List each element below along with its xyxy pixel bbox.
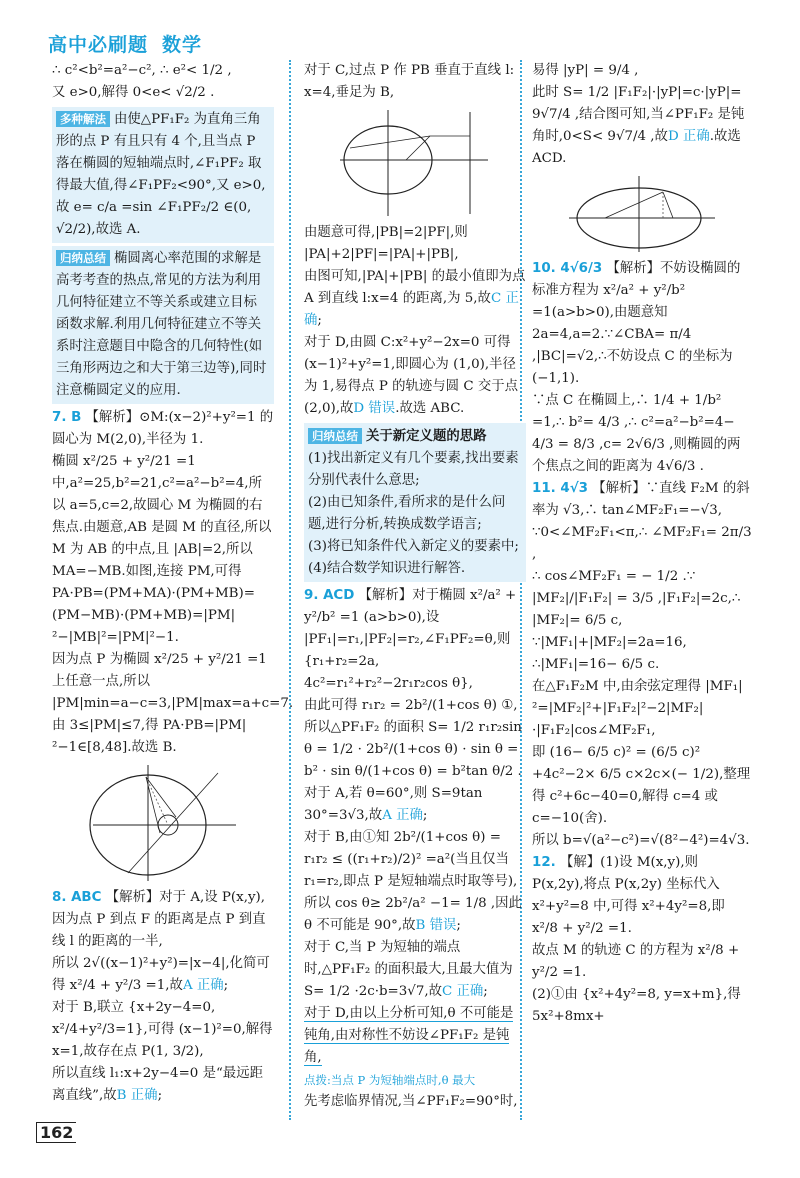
summary-item: (3)将已知条件代入新定义的要素中; bbox=[308, 539, 519, 554]
summary-title: 关于新定义题的思路 bbox=[366, 428, 487, 444]
correct-mark: D 正确 bbox=[667, 129, 710, 144]
solution-text: ∵|MF₁|+|MF₂|=2a=16, bbox=[532, 635, 687, 650]
solution-text: 所以 cos θ≥ 2b²/a² −1= 1/8 ,因此 θ 不可能是 90°,故 bbox=[304, 896, 522, 933]
question-number: 12. bbox=[532, 855, 556, 870]
solution-text: ; bbox=[317, 313, 322, 328]
summary-box bbox=[304, 423, 526, 582]
book-title: 高中必刷题 bbox=[48, 34, 149, 56]
solution-text: 椭圆 x²/25 + y²/21 =1 中,a²=25,b²=21,c²=a²−b²=4,所以 a=5,c=2,故圆心 M 为椭圆的右焦点.由题意,AB 是圆 M 的直径,所以 M 为 AB 的中点,且 |AB|=2,所以 MA=−MB.如图,连接 PM,可得 PA·PB=(PM+MA)·(PM+MB)=(PM−MB)·(PM+MB)=|PM|²−|MB|²=|PM|²−1. bbox=[52, 454, 272, 645]
solution-text: ∵0<∠MF₂F₁<π,∴ ∠MF₂F₁= 2π/3 , bbox=[532, 525, 752, 562]
solution-text: 故点 M 的轨迹 C 的方程为 x²/8 + y²/2 =1. bbox=[532, 943, 740, 980]
correct-mark: C 正确 bbox=[442, 984, 484, 999]
question-number: 10. 4√6/3 bbox=[532, 261, 603, 276]
solution-text: 【解析】⊙M:(x−2)²+y²=1 的圆心为 M(2,0),半径为 1. bbox=[52, 410, 274, 447]
solution-text: .故选 ABC. bbox=[395, 401, 465, 416]
wrong-mark: B 错误 bbox=[415, 918, 457, 933]
text-line: 又 e>0,解得 0<e< √2/2 . bbox=[52, 85, 215, 100]
solution-text: 对于 C,过点 P 作 PB 垂直于直线 l: x=4,垂足为 B, bbox=[304, 63, 515, 100]
summary-tag: 归纳总结 bbox=[308, 428, 362, 444]
solution-text: 易得 |yP| = 9/4 , bbox=[532, 63, 639, 78]
tip-note: 点拨:当点 P 为短轴端点时,θ 最大 bbox=[304, 1073, 476, 1087]
correct-mark: B 正确 bbox=[116, 1088, 158, 1103]
column-divider-1 bbox=[289, 60, 291, 1120]
solution-text: ; bbox=[157, 1088, 163, 1103]
ellipse-line-figure bbox=[340, 108, 490, 218]
correct-mark: C 正确 bbox=[304, 291, 519, 328]
method-tag: 多种解法 bbox=[56, 111, 110, 127]
solution-text: 对于 C,当 P 为短轴的端点时,△PF₁F₂ 的面积最大,且最大值为 S= 1/2 ·2c·b=3√7,故 bbox=[304, 940, 513, 999]
solution-text: 【解】(1)设 M(x,y),则 P(x,2y),将点 P(x,2y) 坐标代入 x²+y²=8 中,可得 x²+4y²=8,即 x²/8 + y²/2 =1. bbox=[532, 855, 725, 936]
method-text: 由使△PF₁F₂ 为直角三角形的点 P 有且只有 4 个,且当点 P 落在椭圆的短轴端点时,∠F₁PF₂ 取得最大值,得∠F₁PF₂<90°,又 e>0,故 e= c/a =sin ∠F₁PF₂/2 ∈(0, √2/2),故选 A. bbox=[56, 112, 266, 237]
correct-mark: A 正确 bbox=[382, 808, 423, 823]
solution-text: ∴ cos∠MF₂F₁ = − 1/2 .∵ |MF₂|/|F₁F₂| = 3/5 ,|F₁F₂|=2c,∴ |MF₂|= 6/5 c, bbox=[532, 569, 741, 628]
summary-tag: 归纳总结 bbox=[56, 250, 110, 266]
text-line: ∴ c²<b²=a²−c², ∴ e²< 1/2 , bbox=[52, 63, 232, 78]
method-box bbox=[52, 107, 274, 243]
question-number: 11. 4√3 bbox=[532, 481, 588, 496]
ellipse-circle-figure bbox=[88, 763, 238, 883]
page-header bbox=[48, 30, 216, 57]
solution-text: 所以△PF₁F₂ 的面积 S= 1/2 r₁r₂sin θ = 1/2 · 2b²/(1+cos θ) · sin θ = b² · sin θ/(1+cos θ) = b²tan θ/2 . bbox=[304, 720, 522, 779]
correct-mark: A 正确 bbox=[182, 978, 224, 993]
column-1: ∴ c²<b²=a²−c², ∴ e²< 1/2 , 又 e>0,解得 0<e< √2/2 . 多种解法 由使△PF₁F₂ 为直角三角形的点 P 有且只有 4 个,且当点 P 落在椭圆的短轴端点时,∠F₁PF₂ 取得最大值,得∠F₁PF₂<90°,又 e>0,故 e= c/a =sin ∠F₁PF₂/2 ∈(0, √2/2),故选 A. 归纳总结 椭圆离心率范围的求解是高考考查的热点,常见的方法为利用几何特征建立不等关系或建立目标函数求解.利用几何特征建立不等关系时注意题目中隐含的几何特性(如三角形两边之和大于第三边等),同时注意椭圆定义的应用. 7. B 【解析】⊙M:(x−2)²+y²=1 的圆心为 M(2,0),半径为 1. 椭圆 x²/25 + y²/21 =1 中,a²=25,b²=21,c²=a²−b²=4,所以 a=5,c=2,故圆心 M 为椭圆的右焦点.由题意,AB 是圆 M 的直径,所以 M 为 AB 的中点,且 |AB|=2,所以 MA=−MB.如图,连接 PM,可得 PA·PB=(PM+MA)·(PM+MB)=(PM−MB)·(PM+MB)=|PM|²−|MB|²=|PM|²−1. 因为点 P 为椭圆 x²/25 + y²/21 =1 上任意一点,所以 |PM|min=a−c=3,|PM|max=a+c=7. 由 3≤|PM|≤7,得 PA·PB=|PM|²−1∈[8,48].故选 B. 8. ABC 【解析】对于 A,设 P(x,y),因为点 P 到点 F 的距离是点 P 到直线 l 的距离的一半, 所以 2√((x−1)²+y²)=|x−4|,化简可得 x²/4 + y²/3 =1,故A 正确; 对于 B,联立 {x+2y−4=0, x²/4+y²/3=1},可得 (x−1)²=0,解得 x=1,故存在点 P(1, 3/2), 所以直线 l₁:x+2y−4=0 是“最远距离直线”,故B 正确; bbox=[52, 60, 274, 1107]
solution-text: 对于 D,由以上分析可知,θ 不可能是钝角,由对称性不妨设∠PF₁F₂ 是钝角, bbox=[304, 1006, 514, 1065]
solution-text: 【解析】对于椭圆 x²/a² + y²/b² =1 (a>b>0),设 |PF₁|=r₁,|PF₂|=r₂,∠F₁PF₂=θ,则 {r₁+r₂=2a, 4c²=r₁²+r₂²−2r₁r₂cos θ}, bbox=[304, 588, 517, 691]
solution-text: 【解析】不妨设椭圆的标准方程为 x²/a² + y²/b² =1(a>b>0),由题意知 2a=4,a=2.∵∠CBA= π/4 ,|BC|=√2,∴不妨设点 C 的坐标为 (−1,1). bbox=[532, 261, 741, 386]
solution-text: 此时 S= 1/2 |F₁F₂|·|yP|=c·|yP|= 9√7/4 ,结合图可知,当∠PF₁F₂ 是钝角时,0<S< 9√7/4 ,故 bbox=[532, 85, 745, 144]
summary-item: (4)结合数学知识进行解答. bbox=[308, 561, 466, 576]
solution-text: ∴|MF₁|=16− 6/5 c. bbox=[532, 657, 660, 672]
column-3 bbox=[532, 60, 752, 1028]
solution-text: 【解析】对于 A,设 P(x,y),因为点 P 到点 F 的距离是点 P 到直线 l 的距离的一半, bbox=[52, 890, 266, 949]
solution-text: 由图可知,|PA|+|PB| 的最小值即为点 A 到直线 l:x=4 的距离,为 5,故 bbox=[304, 269, 526, 306]
solution-text: 所以 b=√(a²−c²)=√(8²−4²)=4√3. bbox=[532, 833, 750, 848]
summary-text: 椭圆离心率范围的求解是高考考查的热点,常见的方法为利用几何特征建立不等关系或建立目标函数求解.利用几何特征建立不等关系时注意题目中隐含的几何特性(如三角形两边之和大于第三边等),同时注意椭圆定义的应用. bbox=[56, 251, 267, 398]
solution-text: .故选 ACD. bbox=[532, 129, 741, 166]
solution-text: 在△F₁F₂M 中,由余弦定理得 |MF₁|²=|MF₂|²+|F₁F₂|²−2|MF₂|·|F₁F₂|cos∠MF₂F₁, bbox=[532, 679, 743, 738]
solution-text: ∵点 C 在椭圆上,∴ 1/4 + 1/b² =1,∴ b²= 4/3 ,∴ c²=a²−b²=4− 4/3 = 8/3 ,c= 2√6/3 ,则椭圆的两个焦点之间的距离为 4√6/3 . bbox=[532, 393, 741, 474]
question-number: 8. ABC bbox=[52, 890, 102, 905]
summary-box bbox=[52, 246, 274, 404]
solution-text: 即 (16− 6/5 c)² = (6/5 c)² +4c²−2× 6/5 c×2c×(− 1/2),整理得 c²+6c−40=0,解得 c=4 或 c=−10(舍). bbox=[532, 745, 751, 826]
solution-text: (2)①由 {x²+4y²=8, y=x+m},得 5x²+8mx+ bbox=[532, 987, 741, 1024]
solution-text: 【解析】∵直线 F₂M 的斜率为 √3,∴ tan∠MF₂F₁=−√3, bbox=[532, 481, 750, 518]
page-number: 162 bbox=[36, 1122, 76, 1143]
solution-text: 由 3≤|PM|≤7,得 PA·PB=|PM|²−1∈[8,48].故选 B. bbox=[52, 718, 247, 755]
solution-text: 所以直线 l₁:x+2y−4=0 是“最远距离直线”,故 bbox=[52, 1066, 263, 1103]
solution-text: ; bbox=[483, 984, 488, 999]
summary-item: (1)找出新定义有几个要素,找出要素分别代表什么意思; bbox=[308, 451, 519, 488]
solution-text: 所以 2√((x−1)²+y²)=|x−4|,化简可得 x²/4 + y²/3 =1,故 bbox=[52, 956, 270, 993]
question-number: 7. B bbox=[52, 410, 82, 425]
column-2 bbox=[304, 60, 526, 1113]
solution-text: 由题意可得,|PB|=2|PF|,则 |PA|+2|PF|=|PA|+|PB|, bbox=[304, 225, 468, 262]
wrong-mark: D 错误 bbox=[353, 401, 396, 416]
solution-text: 对于 B,联立 {x+2y−4=0, x²/4+y²/3=1},可得 (x−1)²=0,解得 x=1,故存在点 P(1, 3/2), bbox=[52, 1000, 273, 1059]
solution-text: 由此可得 r₁r₂ = 2b²/(1+cos θ) ①, bbox=[304, 698, 518, 713]
ellipse-triangle-figure bbox=[567, 174, 717, 254]
subject-title: 数学 bbox=[162, 34, 203, 56]
summary-item: (2)由已知条件,看所求的是什么问题,进行分析,转换成数学语言; bbox=[308, 495, 506, 532]
solution-text: 对于 B,由①知 2b²/(1+cos θ) = r₁r₂ ≤ ((r₁+r₂)/2)² =a²(当且仅当 r₁=r₂,即点 P 是短轴端点时取等号), bbox=[304, 830, 518, 889]
solution-text: 先考虑临界情况,当∠PF₁F₂=90°时, bbox=[304, 1094, 518, 1109]
solution-text: 对于 A,若 θ=60°,则 S=9tan 30°=3√3,故 bbox=[304, 786, 483, 823]
solution-text: 对于 D,由圆 C:x²+y²−2x=0 可得 (x−1)²+y²=1,即圆心为 (1,0),半径为 1,易得点 P 的轨迹与圆 C 交于点 (2,0),故 bbox=[304, 335, 519, 416]
question-number: 9. ACD bbox=[304, 588, 355, 603]
solution-text: ; bbox=[456, 918, 461, 933]
solution-text: ; bbox=[422, 808, 428, 823]
solution-text: 因为点 P 为椭圆 x²/25 + y²/21 =1 上任意一点,所以 |PM|min=a−c=3,|PM|max=a+c=7. bbox=[52, 652, 294, 711]
